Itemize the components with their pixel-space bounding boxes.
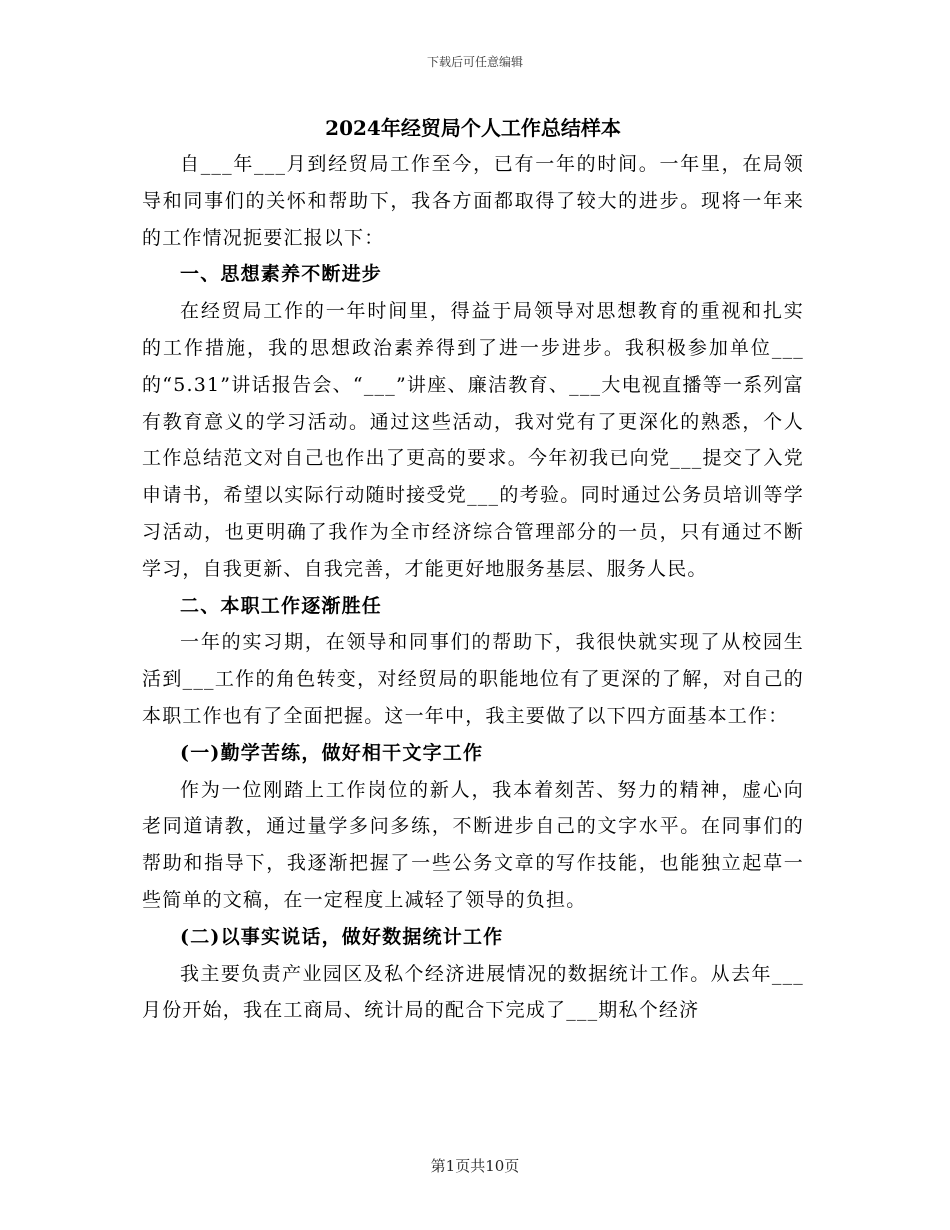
subsection-heading-1: (一)勤学苦练，做好相干文字工作	[180, 741, 484, 764]
section-heading-1: 一、思想素养不断进步	[180, 263, 383, 286]
section-heading-2: 二、本职工作逐渐胜任	[180, 594, 383, 617]
document-body	[142, 110, 804, 1029]
paragraph-intro: 自___年___月到经贸局工作至今，已有一年的时间。一年里，在局领导和同事们的关怀和帮助下，我各方面都取得了较大的进步。现将一年来的工作情况扼要汇报以下：	[142, 153, 804, 249]
subsection-heading-2: (二)以事实说话，做好数据统计工作	[180, 925, 504, 948]
page-header: 下载后可任意编辑	[426, 55, 523, 69]
paragraph-subsection-1: 作为一位刚踏上工作岗位的新人，我本着刻苦、努力的精神，虚心向老同道请教，通过量学多问多练，不断进步自己的文字水平。在同事们的帮助和指导下，我逐渐把握了一些公务文章的写作技能，也能独立起草一些简单的文稿，在一定程度上减轻了领导的负担。	[142, 778, 804, 911]
page-footer: 第1页共10页	[430, 1157, 520, 1175]
paragraph-section-1: 在经贸局工作的一年时间里，得益于局领导对思想教育的重视和扎实的工作措施，我的思想政治素养得到了进一步进步。我积极参加单位___的“5.31”讲话报告会、“___”讲座、廉洁教育、___大电视直播等一系列富有教育意义的学习活动。通过这些活动，我对党有了更深化的熟悉，个人工作总结范文对自己也作出了更高的要求。今年初我已向党___提交了入党申请书，希望以实际行动随时接受党___的考验。同时通过公务员培训等学习活动，也更明确了我作为全市经济综合管理部分的一员，只有通过不断学习，自我更新、自我完善，才能更好地服务基层、服务人民。	[142, 300, 804, 580]
document-title: 2024年经贸局个人工作总结样本	[325, 116, 621, 140]
paragraph-subsection-2: 我主要负责产业园区及私个经济进展情况的数据统计工作。从去年___月份开始，我在工商局、统计局的配合下完成了___期私个经济	[142, 962, 804, 1022]
paragraph-section-2: 一年的实习期，在领导和同事们的帮助下，我很快就实现了从校园生活到___工作的角色转变，对经贸局的职能地位有了更深的了解，对自己的本职工作也有了全面把握。这一年中，我主要做了以下四方面基本工作：	[142, 631, 804, 727]
